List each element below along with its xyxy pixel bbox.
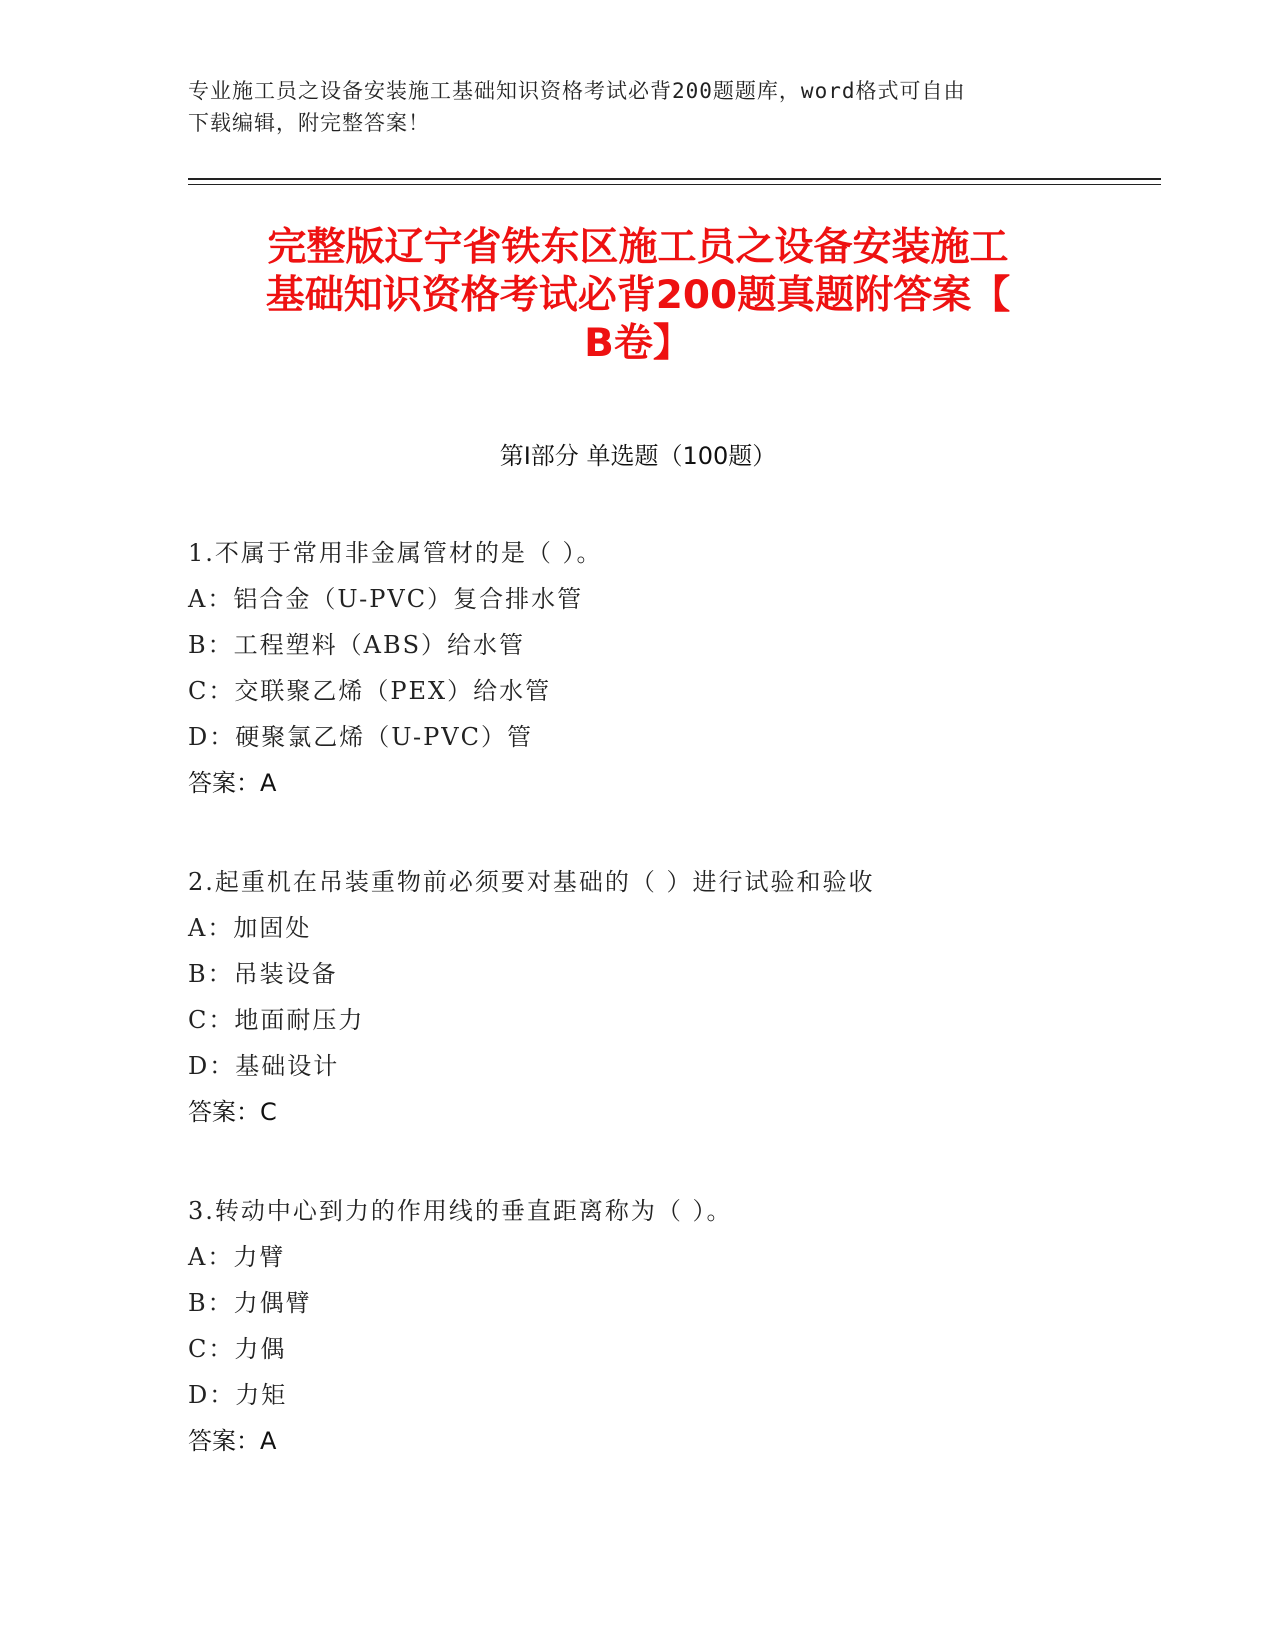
option-d: D：基础设计	[188, 1052, 340, 1080]
answer: 答案：A	[188, 769, 277, 797]
section-title: 第Ⅰ部分 单选题（100题）	[499, 442, 777, 470]
question-stem: 1.不属于常用非金属管材的是（ ）。	[188, 539, 603, 567]
header-note	[188, 75, 1088, 139]
header-note-line-1: 专业施工员之设备安装施工基础知识资格考试必背200题题库，word格式可自由	[188, 79, 966, 103]
option-c: C：力偶	[188, 1335, 287, 1363]
question-1	[188, 530, 1148, 806]
option-a: A：力臂	[188, 1243, 286, 1271]
title-line-2: 基础知识资格考试必背200题真题附答案【	[265, 273, 1011, 318]
option-a: A：铝合金（U-PVC）复合排水管	[188, 585, 584, 613]
option-b: B：吊装设备	[188, 960, 338, 988]
option-c: C：交联聚乙烯（PEX）给水管	[188, 677, 552, 705]
header-divider-thick	[188, 178, 1161, 180]
document-title	[188, 224, 1088, 368]
answer: 答案：A	[188, 1427, 277, 1455]
answer: 答案：C	[188, 1098, 277, 1126]
option-d: D：力矩	[188, 1381, 288, 1409]
question-list	[188, 530, 1148, 1517]
header-divider-thin	[188, 184, 1161, 185]
option-c: C：地面耐压力	[188, 1006, 365, 1034]
question-stem: 2.起重机在吊装重物前必须要对基础的（ ）进行试验和验收	[188, 868, 875, 896]
option-d: D：硬聚氯乙烯（U-PVC）管	[188, 723, 533, 751]
title-line-1: 完整版辽宁省铁东区施工员之设备安装施工	[267, 225, 1009, 270]
option-b: B：力偶臂	[188, 1289, 312, 1317]
question-stem: 3.转动中心到力的作用线的垂直距离称为（ ）。	[188, 1197, 733, 1225]
header-note-line-2: 下载编辑，附完整答案！	[188, 111, 430, 135]
title-line-3: B卷】	[584, 321, 692, 366]
option-a: A：加固处	[188, 914, 312, 942]
question-2	[188, 859, 1148, 1135]
option-b: B：工程塑料（ABS）给水管	[188, 631, 526, 659]
question-3	[188, 1188, 1148, 1464]
